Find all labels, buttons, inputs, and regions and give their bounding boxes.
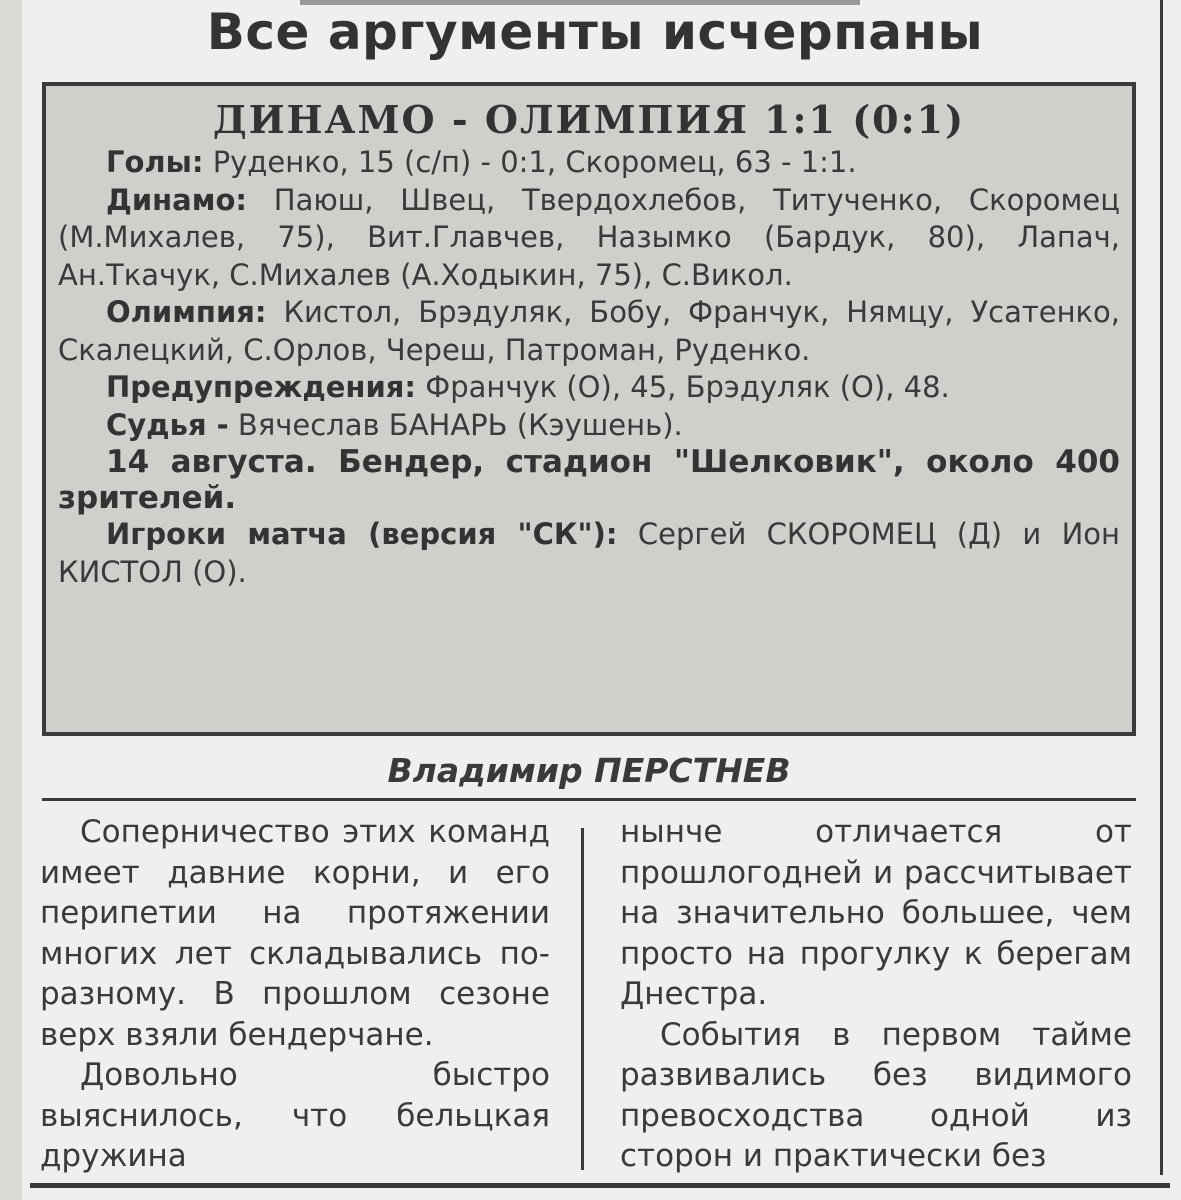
warnings-paragraph	[58, 369, 1120, 407]
venue-paragraph: 14 августа. Бендер, стадион "Шелковик", около 400 зрителей.	[58, 444, 1120, 516]
dinamo-lineup-text: Паюш, Швец, Твердохлебов, Титученко, Скоромец (М.Михалев, 75), Вит.Главчев, Назымко (Бардук, 80), Лапач, Ан.Ткачук, С.Михалев (А.Ходыкин, 75), С.Викол.	[58, 182, 1120, 292]
olimpia-lineup-text: Кистол, Брэдуляк, Бобу, Франчук, Нямцу, Усатенко, Скалецкий, С.Орлов, Череш, Патроман, Руденко.	[58, 295, 1121, 367]
article-paragraph: Довольно быстро выяснилось, что бельцкая дружина	[40, 1057, 550, 1174]
byline-rule	[42, 798, 1136, 801]
article-paragraph: События в первом тайме развивались без видимого превосходства одной из сторон и практически без	[620, 1016, 1132, 1174]
right-column-rule	[1160, 0, 1163, 1175]
goals-text: Руденко, 15 (с/п) - 0:1, Скоромец, 63 - 1:1.	[212, 145, 857, 179]
match-summary-box	[42, 82, 1136, 736]
dinamo-label: Динамо:	[106, 182, 247, 217]
goals-label: Голы:	[106, 145, 204, 179]
bottom-rule	[30, 1183, 1170, 1188]
players-of-match-label: Игроки матча (версия "СК"):	[106, 517, 618, 551]
referee-label: Судья -	[106, 407, 229, 442]
players-of-match-text: Сергей СКОРОМЕЦ (Д) и Ион КИСТОЛ (О).	[58, 517, 1120, 589]
article-column-1	[40, 812, 550, 1177]
players-of-match-paragraph	[58, 516, 1120, 591]
match-summary-content	[58, 96, 1120, 722]
warnings-text: Франчук (О), 45, Брэдуляк (О), 48.	[425, 370, 950, 404]
goals-paragraph	[58, 144, 1120, 182]
article-column-2	[620, 812, 1132, 1177]
article-headline: Все аргументы исчерпаны	[206, 3, 984, 61]
referee-paragraph	[58, 407, 1120, 445]
warnings-label: Предупреждения:	[106, 370, 417, 404]
match-score-line: ДИНАМО - ОЛИМПИЯ 1:1 (0:1)	[212, 97, 966, 142]
olimpia-label: Олимпия:	[106, 295, 267, 329]
article-paragraph: нынче отличается от прошлогодней и рассчитывает на значительно большее, чем просто на прогулку к берегам Днестра.	[620, 814, 1132, 1012]
article-paragraph: Соперничество этих команд имеет давние корни, и его перипетии на протяжении многих лет складывались по-разному. В прошлом сезоне верх взяли бендерчане.	[40, 814, 550, 1053]
page-left-edge	[0, 0, 22, 1200]
olimpia-lineup-paragraph	[58, 294, 1120, 369]
column-divider	[581, 828, 584, 1170]
dinamo-lineup-paragraph	[58, 182, 1120, 295]
author-byline: Владимир ПЕРСТНЕВ	[387, 751, 791, 790]
referee-text: Вячеслав БАНАРЬ (Кэушень).	[237, 407, 683, 442]
